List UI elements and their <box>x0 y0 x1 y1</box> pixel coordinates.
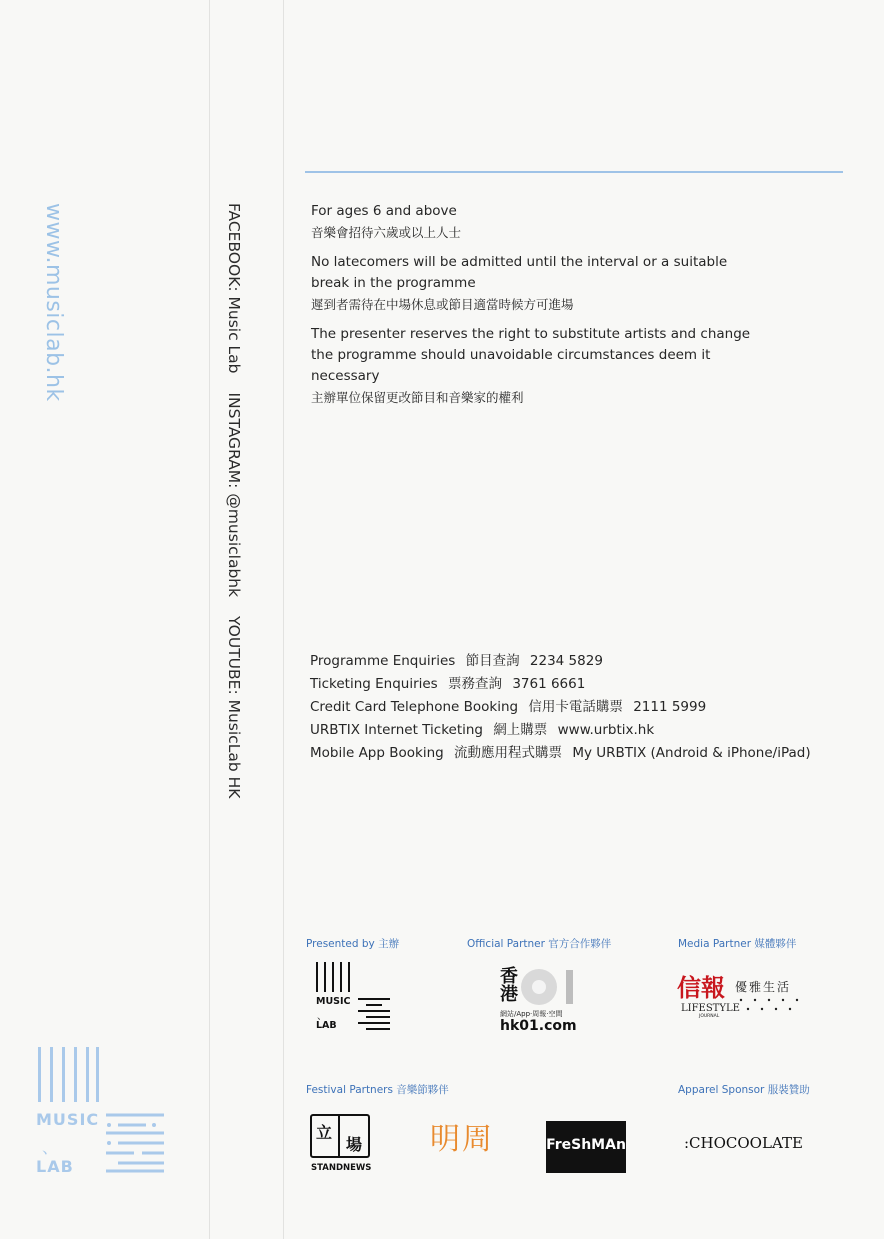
ming-chow-text: 明周 <box>430 1122 494 1157</box>
standnews-char-1: 立 <box>316 1123 333 1142</box>
music-lab-logo-lab: LAB <box>316 1020 337 1031</box>
enquiry-label-en: Ticketing Enquiries <box>310 676 438 692</box>
enquiries-list <box>310 650 817 765</box>
latecomer-note <box>311 252 751 315</box>
chocoolate-text: :CHOCOOLATE <box>684 1134 803 1152</box>
enquiry-phone[interactable]: 2111 5999 <box>633 699 707 715</box>
apparel-sponsor-label: Apparel Sponsor 服裝贊助 <box>678 1084 810 1096</box>
enquiry-row <box>310 696 817 719</box>
rights-note <box>311 324 751 408</box>
hk01-logo[interactable] <box>498 968 578 1038</box>
music-lab-logo-music: MUSIC <box>316 996 351 1007</box>
music-lab-logo[interactable]: MUSIC 、 LAB <box>316 962 392 1034</box>
freshman-logo[interactable] <box>546 1121 626 1173</box>
age-note-en: For ages 6 and above <box>311 203 457 219</box>
fold-line <box>209 0 210 1239</box>
staff-lines-icon <box>356 996 392 1032</box>
standnews-char-2: 場 <box>346 1135 363 1154</box>
presented-by-label: Presented by 主辦 <box>306 938 400 950</box>
fold-line <box>283 0 284 1239</box>
hkej-tagline: 優雅生活 <box>735 980 792 994</box>
enquiry-label-zh: 網上購票 <box>493 722 548 738</box>
music-lab-watermark-logo: MUSIC 、 LAB <box>36 1047 166 1177</box>
enquiry-row <box>310 742 817 765</box>
rights-note-zh: 主辦單位保留更改節目和音樂家的權利 <box>311 390 524 405</box>
chocoolate-logo[interactable] <box>684 1134 804 1158</box>
rights-note-en: The presenter reserves the right to substitute artists and change the programme should unavoidable circumstances deem it necessary <box>311 326 751 384</box>
dot-pattern-icon <box>737 996 803 1014</box>
music-lab-watermark-lab: LAB <box>36 1157 74 1176</box>
enquiry-app[interactable]: My URBTIX (Android & iPhone/iPad) <box>572 745 811 761</box>
ming-chow-logo[interactable] <box>430 1120 494 1164</box>
hk01-sub: 網站/App·周報·空間 <box>500 1010 563 1018</box>
enquiry-row <box>310 673 817 696</box>
standnews-name: STANDNEWS <box>311 1163 372 1173</box>
enquiry-label-en: URBTIX Internet Ticketing <box>310 722 484 738</box>
official-partner-label: Official Partner 官方合作夥伴 <box>467 938 612 950</box>
media-partner-label: Media Partner 媒體夥伴 <box>678 938 797 950</box>
latecomer-note-zh: 遲到者需待在中場休息或節目適當時候方可進場 <box>311 297 574 312</box>
staff-lines-icon <box>104 1111 166 1173</box>
instagram-link[interactable]: INSTAGRAM: @musiclabhk <box>225 392 243 598</box>
latecomer-note-en: No latecomers will be admitted until the interval or a suitable break in the programme <box>311 254 728 291</box>
social-links <box>225 203 243 812</box>
hk01-disc-icon <box>520 968 576 1006</box>
top-rule <box>305 171 843 173</box>
enquiry-label-zh: 流動應用程式購票 <box>454 745 563 761</box>
hkej-brand: 信報 <box>677 973 725 1002</box>
hkej-journal: JOURNAL <box>699 1014 720 1019</box>
hkej-lifestyle: LIFESTYLE <box>681 1003 740 1014</box>
hk01-chars: 香港 <box>500 966 518 1005</box>
enquiry-label-zh: 票務查詢 <box>448 676 503 692</box>
standnews-logo[interactable] <box>310 1114 372 1176</box>
hkej-lifestyle-logo[interactable] <box>677 973 803 1019</box>
youtube-link[interactable]: YOUTUBE: MusicLab HK <box>225 616 243 799</box>
age-note-zh: 音樂會招待六歲或以上人士 <box>311 225 462 240</box>
enquiry-phone[interactable]: 2234 5829 <box>529 653 603 669</box>
facebook-link[interactable]: FACEBOOK: Music Lab <box>225 203 243 374</box>
enquiry-label-zh: 信用卡電話購票 <box>528 699 623 715</box>
age-note <box>311 201 751 243</box>
enquiry-phone[interactable]: 3761 6661 <box>512 676 586 692</box>
hk01-domain: hk01.com <box>500 1018 577 1034</box>
enquiry-row <box>310 650 817 673</box>
enquiry-label-en: Credit Card Telephone Booking <box>310 699 519 715</box>
enquiry-link[interactable]: www.urbtix.hk <box>557 722 655 738</box>
enquiry-label-en: Programme Enquiries <box>310 653 456 669</box>
music-lab-watermark-music: MUSIC <box>36 1110 100 1129</box>
festival-partners-label: Festival Partners 音樂節夥伴 <box>306 1084 449 1096</box>
website-link[interactable]: www.musiclab.hk <box>41 203 66 402</box>
audience-notes <box>311 201 751 417</box>
enquiry-row <box>310 719 817 742</box>
enquiry-label-en: Mobile App Booking <box>310 745 444 761</box>
freshman-text: FreShMAn <box>546 1137 626 1153</box>
enquiry-label-zh: 節目查詢 <box>465 653 520 669</box>
